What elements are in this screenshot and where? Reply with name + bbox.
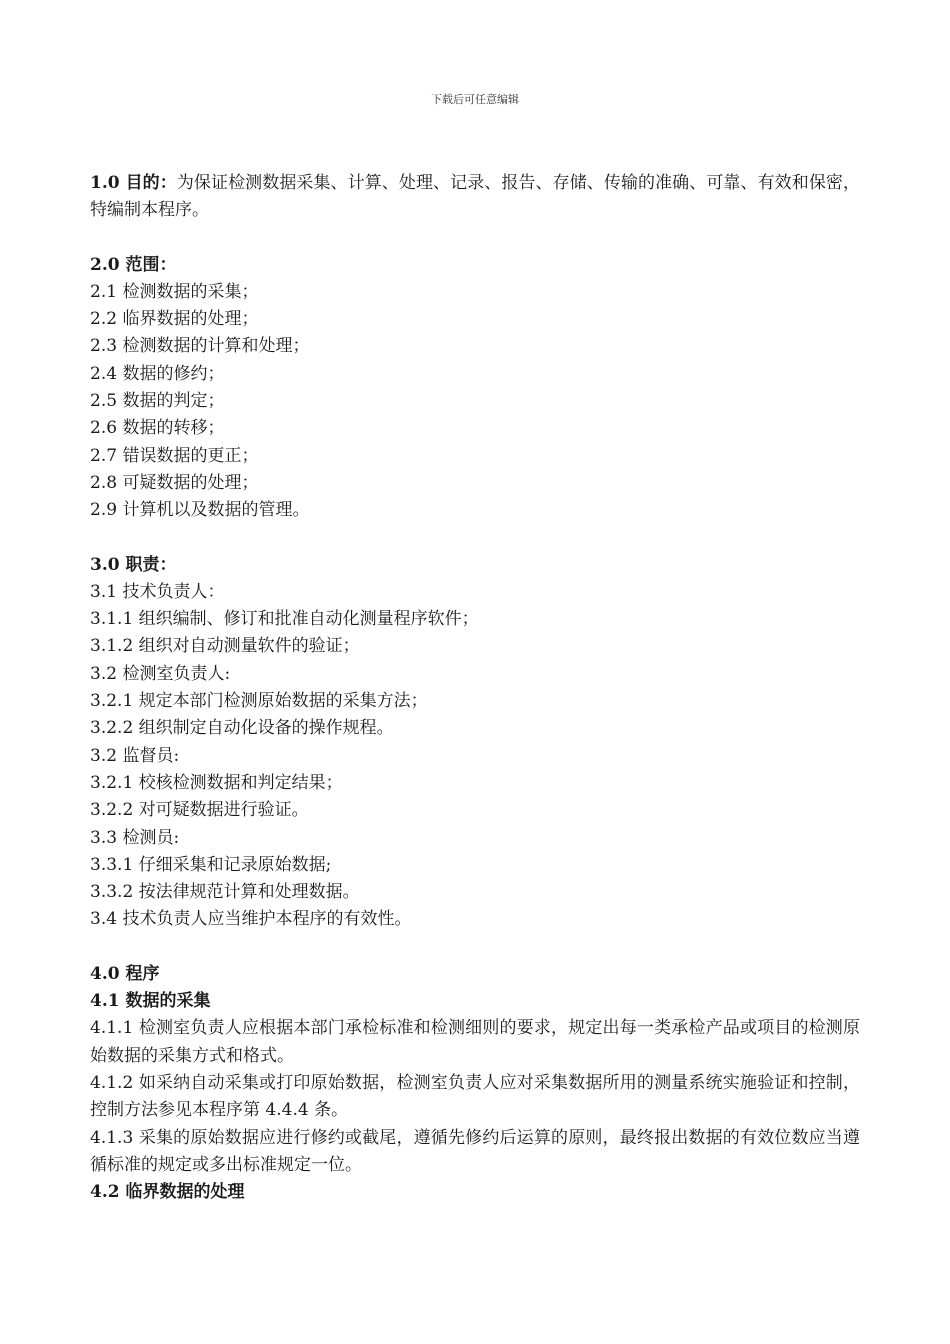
scope-heading: 2.0 范围： bbox=[90, 254, 177, 275]
duty-item: 3.2.2 对可疑数据进行验证。 bbox=[90, 800, 309, 821]
scope-item: 2.9 计算机以及数据的管理。 bbox=[90, 500, 310, 521]
duty-item: 3.3 检测员: bbox=[90, 827, 180, 848]
procedure-sub2-heading: 4.2 临界数据的处理 bbox=[90, 1182, 245, 1203]
scope-item: 2.5 数据的判定； bbox=[90, 391, 225, 412]
header-note: 下载后可任意编辑 bbox=[431, 93, 519, 106]
purpose-heading: 1.0 目的： bbox=[90, 173, 177, 193]
duty-item: 3.1.2 组织对自动测量软件的验证； bbox=[90, 636, 360, 657]
scope-item: 2.3 检测数据的计算和处理； bbox=[90, 336, 310, 357]
duties-heading: 3.0 职责： bbox=[90, 554, 177, 575]
duty-item: 3.3.1 仔细采集和记录原始数据; bbox=[90, 854, 332, 875]
scope-item: 2.1 检测数据的采集； bbox=[90, 281, 259, 302]
scope-item: 2.4 数据的修约； bbox=[90, 363, 225, 384]
procedure-paragraph: 4.1.1 检测室负责人应根据本部门承检标准和检测细则的要求，规定出每一类承检产品或项目的检测原始数据的采集方式和格式。 bbox=[90, 1018, 860, 1066]
procedure-sub1-heading: 4.1 数据的采集 bbox=[90, 991, 211, 1012]
duty-item: 3.2 检测室负责人: bbox=[90, 663, 231, 684]
duty-item: 3.2.2 组织制定自动化设备的操作规程。 bbox=[90, 718, 394, 739]
duty-item: 3.4 技术负责人应当维护本程序的有效性。 bbox=[90, 909, 412, 930]
document-body bbox=[90, 170, 860, 1206]
duty-item: 3.2.1 校核检测数据和判定结果； bbox=[90, 772, 343, 793]
duty-item: 3.3.2 按法律规范计算和处理数据。 bbox=[90, 882, 360, 903]
purpose-text: 为保证检测数据采集、计算、处理、记录、报告、存储、传输的准确、可靠、有效和保密，特编制本程序。 bbox=[90, 173, 861, 221]
procedure-paragraph: 4.1.3 采集的原始数据应进行修约或截尾，遵循先修约后运算的原则，最终报出数据的有效位数应当遵循标准的规定或多出标准规定一位。 bbox=[90, 1127, 860, 1175]
scope-item: 2.7 错误数据的更正； bbox=[90, 445, 259, 466]
duty-item: 3.2.1 规定本部门检测原始数据的采集方法； bbox=[90, 691, 428, 712]
scope-item: 2.8 可疑数据的处理； bbox=[90, 472, 259, 493]
duty-item: 3.2 监督员: bbox=[90, 745, 180, 766]
procedure-paragraph: 4.1.2 如采纳自动采集或打印原始数据，检测室负责人应对采集数据所用的测量系统实施验证和控制，控制方法参见本程序第 4.4.4 条。 bbox=[90, 1072, 860, 1121]
scope-item: 2.2 临界数据的处理； bbox=[90, 309, 259, 330]
duty-item: 3.1.1 组织编制、修订和批准自动化测量程序软件； bbox=[90, 609, 479, 630]
scope-item: 2.6 数据的转移； bbox=[90, 418, 225, 439]
procedure-heading: 4.0 程序 bbox=[90, 963, 160, 984]
duty-item: 3.1 技术负责人： bbox=[90, 581, 225, 602]
section-purpose bbox=[90, 170, 860, 225]
